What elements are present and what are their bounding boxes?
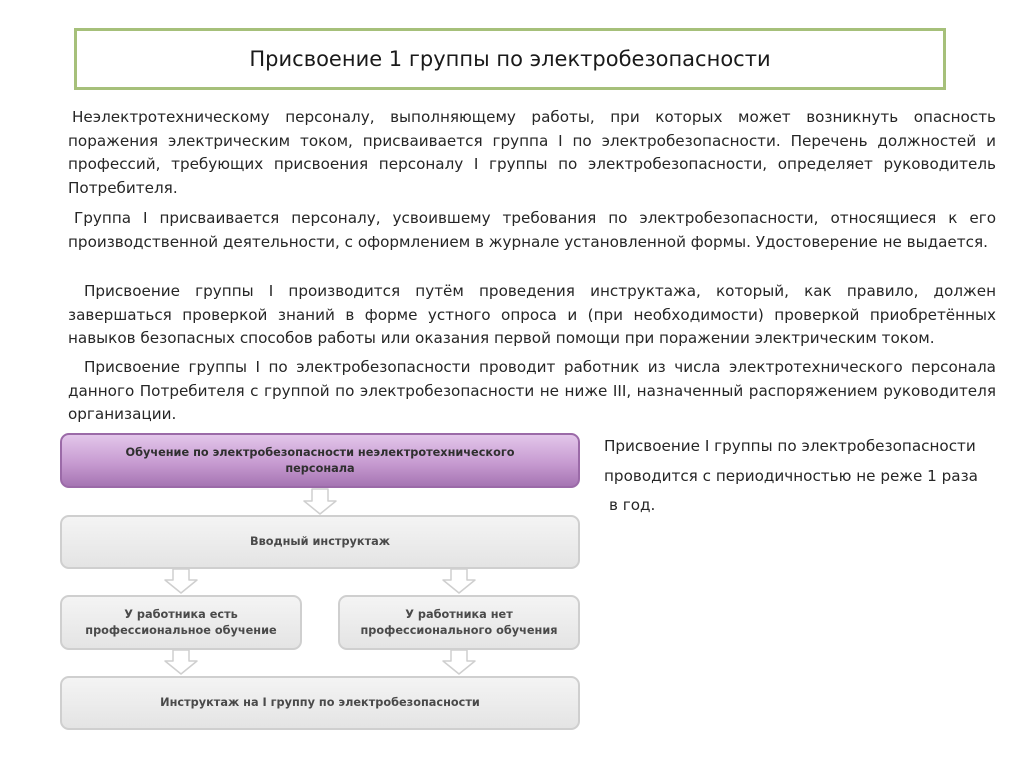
diagram-intro-box [60,515,580,569]
paragraph-1: Неэлектротехническому персоналу, выполняющему работы, при которых может возникнуть опасность поражения электрическим током, присваивается группа I по электробезопасности. Перечень должностей и профессий, требующих присвоения персоналу I группы по электробезопасности, определяет руководитель Потребителя. [68,108,996,197]
diagram-left-label: У работника есть профессиональное обучение [85,607,277,637]
diagram-intro-label: Вводный инструктаж [249,535,390,548]
diagram-bottom-box [60,676,580,730]
diagram-right-box [338,595,580,650]
diagram-right-label: У работника нет профессионального обучения [360,607,558,637]
paragraph-3: Присвоение группы I производится путём проведения инструктажа, который, как правило, должен завершаться проверкой знаний в форме устного опроса и (при необходимости) проверкой приобретённых навыков безопасных способов работы или оказания первой помощи при поражении электрическим током. [68,282,996,348]
side-note-line-3: в год. [609,496,656,514]
paragraph-2: Группа I присваивается персоналу, усвоившему требования по электробезопасности, относящиеся к его производственной деятельности, с оформлением в журнале установленной формы. Удостоверение не выдается. [68,209,996,251]
arrow-down-icon [165,650,197,674]
page-title: Присвоение 1 группы по электробезопасности [249,47,771,71]
arrow-down-icon [443,650,475,674]
arrow-down-icon [304,489,336,514]
paragraph-4: Присвоение группы I по электробезопасности проводит работник из числа электротехнического персонала данного Потребителя с группой по электробезопасности не ниже III, назначенный распоряжением руководителя организации. [68,358,996,424]
diagram-top-label: Обучение по электробезопасности неэлектротехнического персонала [125,445,515,475]
side-note [604,432,1000,521]
side-note-line-2: проводится с периодичностью не реже 1 раза [604,466,978,485]
diagram-bottom-label: Инструктаж на I группу по электробезопасности [160,696,480,709]
arrow-down-icon [165,569,197,593]
diagram-left-box [60,595,302,650]
diagram-top-box [60,433,580,488]
arrow-down-icon [443,569,475,593]
side-note-line-1: Присвоение I группы по электробезопасности [604,437,976,455]
